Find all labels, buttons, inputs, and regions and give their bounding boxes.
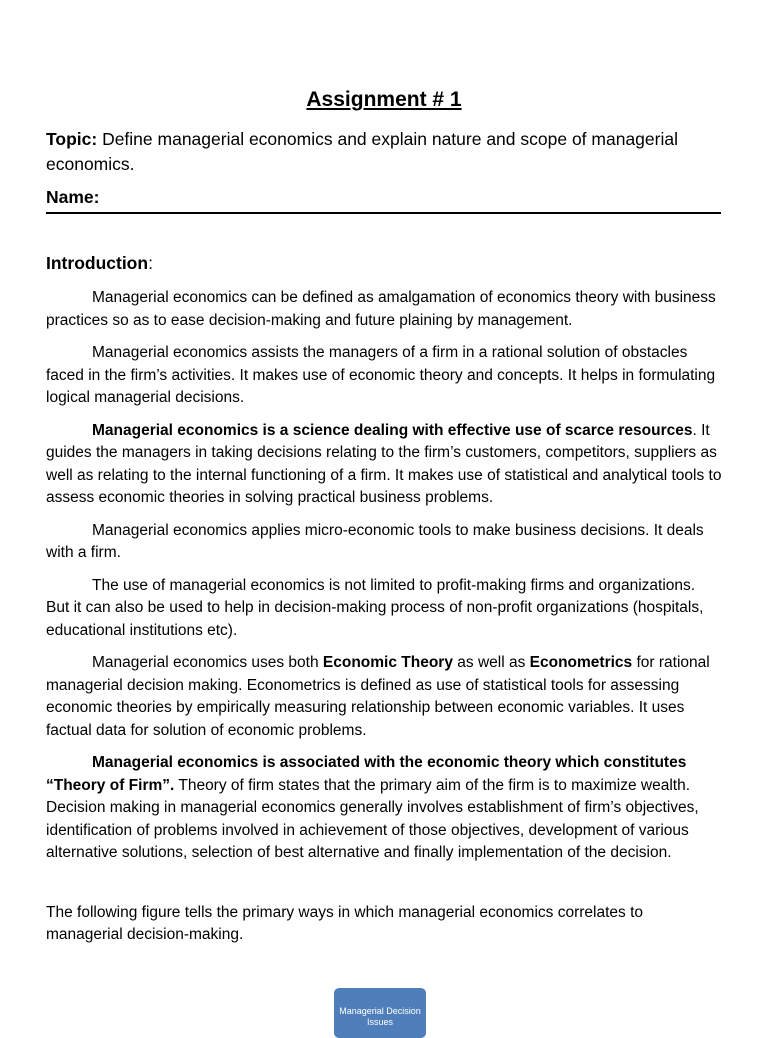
name-label: Name: xyxy=(46,187,100,207)
figure-box-managerial-decision-issues: Managerial Decision Issues xyxy=(334,988,426,1038)
name-field xyxy=(46,187,721,214)
paragraph-6 xyxy=(46,652,722,742)
paragraph-8: The following figure tells the primary ways in which managerial economics correlates to managerial decision-making. xyxy=(46,903,644,943)
paragraph-5: The use of managerial economics is not limited to profit-making firms and organizations. But it can also be used to help in decision-making process of non-profit organizations (hospitals, educational institutions etc). xyxy=(46,576,704,639)
assignment-title: Assignment # 1 xyxy=(306,88,462,111)
paragraph-7-rest: Theory of firm states that the primary aim of the firm is to maximize wealth. Decision making in managerial economics generally involves establishment of firm’s objectives, identification of problems involved in achievement of those objectives, development of various alternative solutions, selection of best alternative and finally implementation of the decision. xyxy=(46,776,699,861)
paragraph-6-c: as well as xyxy=(452,654,530,671)
topic-text: Define managerial economics and explain nature and scope of managerial economics. xyxy=(46,129,678,174)
document-body xyxy=(46,287,722,957)
paragraph-3-rest: . It guides the managers in taking decisions relating to the firm’s customers, competitors, suppliers as well as relating to the internal functioning of a firm. It makes use of statistical and analytical tools to assess economic theories in solving practical business problems. xyxy=(46,421,722,506)
paragraph-2: Managerial economics assists the managers of a firm in a rational solution of obstacles faced in the firm’s activities. It makes use of economic theory and concepts. It helps in formulating logical managerial decisions. xyxy=(46,344,716,406)
paragraph-3 xyxy=(46,420,722,510)
intro-colon: : xyxy=(148,253,153,273)
introduction-heading xyxy=(46,253,153,274)
topic-line xyxy=(46,127,726,177)
paragraph-3-bold: Managerial economics is a science dealing with effective use of scarce resources xyxy=(92,421,693,439)
paragraph-4: Managerial economics applies micro-economic tools to make business decisions. It deals with a firm. xyxy=(46,521,704,561)
paragraph-1: Managerial economics can be defined as amalgamation of economics theory with business practices so as to ease decision-making and future plaining by management. xyxy=(46,289,716,329)
topic-label: Topic: xyxy=(46,129,98,149)
economic-theory-term: Economic Theory xyxy=(322,654,453,671)
paragraph-6-a: Managerial economics uses both xyxy=(92,654,323,671)
paragraph-7-bold: Managerial economics is associated with the economic theory which constitutes “Theory of Firm”. xyxy=(46,754,687,794)
paragraph-6-d: for rational managerial decision making. Econometrics is defined as use of statistical tools for assessing economic theories by empirically measuring relationship between economic variables. It uses factual data for solution of economic problems. xyxy=(46,654,710,739)
intro-heading-text: Introduction xyxy=(46,253,149,273)
econometrics-term: Econometrics xyxy=(529,654,633,671)
paragraph-7 xyxy=(46,752,722,865)
paragraph-spacer xyxy=(46,875,722,902)
